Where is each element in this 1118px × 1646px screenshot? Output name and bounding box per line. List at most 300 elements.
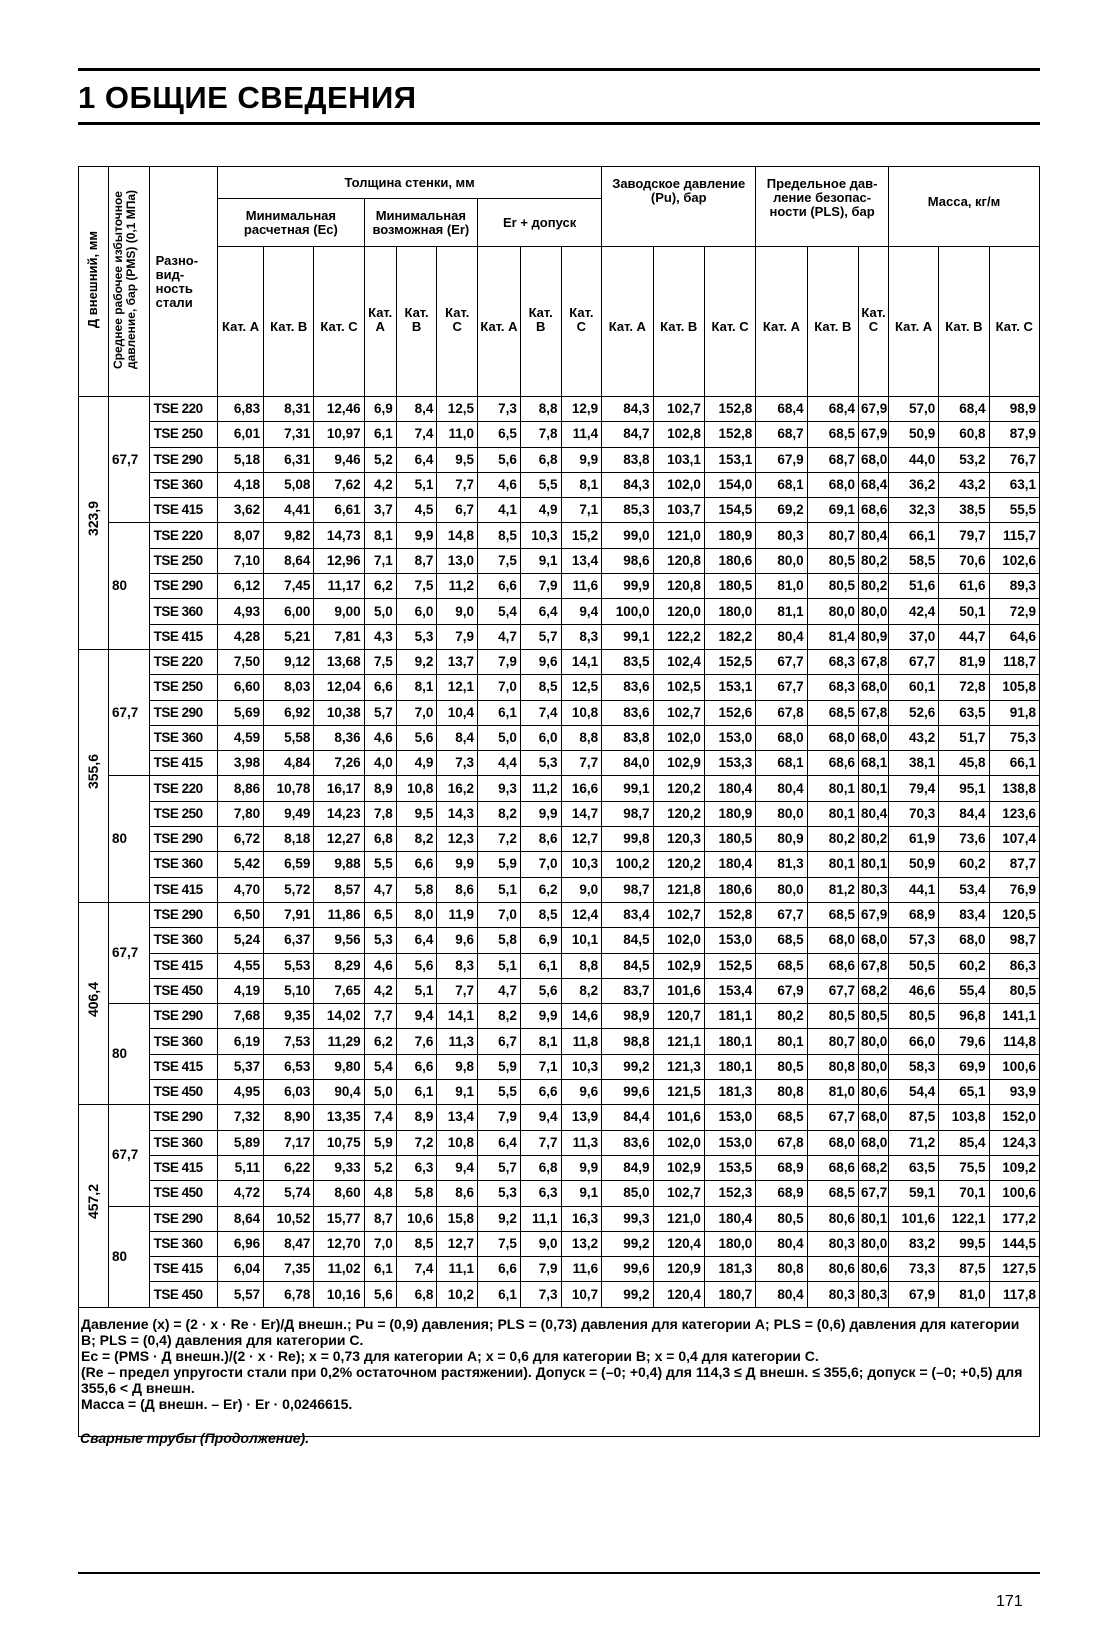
- value-cell: 8,8: [561, 953, 602, 978]
- value-cell: 68,5: [807, 902, 858, 927]
- value-cell: 83,6: [602, 1130, 653, 1155]
- value-cell: 63,5: [939, 700, 989, 725]
- table-row: [79, 1206, 1040, 1231]
- value-cell: 8,7: [396, 548, 437, 573]
- value-cell: 83,6: [602, 700, 653, 725]
- value-cell: 67,7: [756, 649, 807, 674]
- value-cell: 6,8: [396, 1282, 437, 1307]
- steel-grade-cell: TSE 290: [149, 574, 217, 599]
- value-cell: 68,0: [807, 928, 858, 953]
- value-cell: 6,8: [520, 1155, 561, 1180]
- value-cell: 100,6: [989, 1181, 1039, 1206]
- value-cell: 6,83: [218, 397, 264, 422]
- table-row: [79, 523, 1040, 548]
- value-cell: 9,0: [520, 1231, 561, 1256]
- value-cell: 114,8: [989, 1029, 1039, 1054]
- value-cell: 4,0: [364, 751, 396, 776]
- category-header: Кат. В: [396, 247, 437, 397]
- value-cell: 109,2: [989, 1155, 1039, 1180]
- value-cell: 100,2: [602, 852, 653, 877]
- value-cell: 67,8: [756, 700, 807, 725]
- value-cell: 8,07: [218, 523, 264, 548]
- value-cell: 67,7: [888, 649, 938, 674]
- value-cell: 7,9: [478, 1105, 521, 1130]
- value-cell: 98,8: [602, 1029, 653, 1054]
- value-cell: 8,6: [437, 877, 478, 902]
- value-cell: 85,4: [939, 1130, 989, 1155]
- table-row: [79, 675, 1040, 700]
- value-cell: 80,9: [859, 624, 889, 649]
- value-cell: 7,9: [520, 1257, 561, 1282]
- value-cell: 7,9: [478, 649, 521, 674]
- value-cell: 75,5: [939, 1155, 989, 1180]
- value-cell: 80,7: [807, 1029, 858, 1054]
- value-cell: 8,90: [264, 1105, 314, 1130]
- value-cell: 36,2: [888, 472, 938, 497]
- value-cell: 7,9: [520, 574, 561, 599]
- table-row: [79, 1181, 1040, 1206]
- value-cell: 99,1: [602, 776, 653, 801]
- value-cell: 99,0: [602, 523, 653, 548]
- value-cell: 154,0: [704, 472, 755, 497]
- value-cell: 7,10: [218, 548, 264, 573]
- pls-header: Предельное дав-ление безопас-ности (PLS), бар: [756, 167, 889, 247]
- value-cell: 10,2: [437, 1282, 478, 1307]
- value-cell: 10,52: [264, 1206, 314, 1231]
- steel-grade-cell: TSE 360: [149, 1231, 217, 1256]
- value-cell: 80,6: [807, 1257, 858, 1282]
- value-cell: 80,6: [807, 1206, 858, 1231]
- steel-grade-cell: TSE 450: [149, 1282, 217, 1307]
- value-cell: 7,2: [478, 827, 521, 852]
- steel-grade-cell: TSE 360: [149, 725, 217, 750]
- title-underline: [78, 122, 1040, 125]
- value-cell: 55,4: [939, 978, 989, 1003]
- value-cell: 5,3: [364, 928, 396, 953]
- value-cell: 80,0: [756, 877, 807, 902]
- table-row: [79, 422, 1040, 447]
- value-cell: 80,0: [756, 548, 807, 573]
- value-cell: 6,7: [437, 498, 478, 523]
- value-cell: 13,0: [437, 548, 478, 573]
- value-cell: 6,96: [218, 1231, 264, 1256]
- category-header: Кат. В: [807, 247, 858, 397]
- value-cell: 68,0: [807, 472, 858, 497]
- value-cell: 6,37: [264, 928, 314, 953]
- table-row: [79, 649, 1040, 674]
- value-cell: 46,6: [888, 978, 938, 1003]
- value-cell: 5,9: [478, 1054, 521, 1079]
- value-cell: 66,1: [888, 523, 938, 548]
- value-cell: 6,72: [218, 827, 264, 852]
- value-cell: 16,17: [314, 776, 364, 801]
- value-cell: 8,1: [520, 1029, 561, 1054]
- value-cell: 6,3: [396, 1155, 437, 1180]
- value-cell: 8,4: [437, 725, 478, 750]
- steel-grade-cell: TSE 250: [149, 675, 217, 700]
- value-cell: 67,8: [859, 649, 889, 674]
- value-cell: 153,4: [704, 978, 755, 1003]
- value-cell: 9,1: [520, 548, 561, 573]
- value-cell: 65,1: [939, 1080, 989, 1105]
- value-cell: 5,2: [364, 1155, 396, 1180]
- value-cell: 87,5: [939, 1257, 989, 1282]
- value-cell: 15,2: [561, 523, 602, 548]
- value-cell: 68,5: [807, 422, 858, 447]
- value-cell: 7,4: [364, 1105, 396, 1130]
- value-cell: 98,9: [989, 397, 1039, 422]
- table-row: [79, 827, 1040, 852]
- value-cell: 99,6: [602, 1080, 653, 1105]
- value-cell: 6,5: [478, 422, 521, 447]
- value-cell: 72,8: [939, 675, 989, 700]
- steel-grade-cell: TSE 360: [149, 1029, 217, 1054]
- value-cell: 68,7: [756, 422, 807, 447]
- category-header: Кат. А: [756, 247, 807, 397]
- value-cell: 59,1: [888, 1181, 938, 1206]
- value-cell: 67,9: [859, 397, 889, 422]
- value-cell: 60,8: [939, 422, 989, 447]
- value-cell: 154,5: [704, 498, 755, 523]
- value-cell: 99,8: [602, 827, 653, 852]
- value-cell: 7,7: [437, 978, 478, 1003]
- value-cell: 44,7: [939, 624, 989, 649]
- steel-grade-cell: TSE 360: [149, 1130, 217, 1155]
- value-cell: 102,9: [653, 1155, 704, 1180]
- value-cell: 6,1: [520, 953, 561, 978]
- value-cell: 153,5: [704, 1155, 755, 1180]
- d-outer-cell: 406,4: [79, 902, 109, 1104]
- table-row: [79, 1155, 1040, 1180]
- steel-grade-cell: TSE 290: [149, 902, 217, 927]
- value-cell: 9,12: [264, 649, 314, 674]
- value-cell: 83,2: [888, 1231, 938, 1256]
- value-cell: 84,5: [602, 928, 653, 953]
- value-cell: 68,0: [807, 725, 858, 750]
- value-cell: 80,4: [756, 624, 807, 649]
- value-cell: 81,2: [807, 877, 858, 902]
- value-cell: 79,4: [888, 776, 938, 801]
- value-cell: 7,0: [364, 1231, 396, 1256]
- value-cell: 98,7: [602, 801, 653, 826]
- value-cell: 8,86: [218, 776, 264, 801]
- value-cell: 5,4: [478, 599, 521, 624]
- value-cell: 79,7: [939, 523, 989, 548]
- value-cell: 102,7: [653, 902, 704, 927]
- value-cell: 68,6: [859, 498, 889, 523]
- value-cell: 80,5: [807, 1004, 858, 1029]
- value-cell: 6,2: [364, 1029, 396, 1054]
- value-cell: 7,5: [396, 574, 437, 599]
- value-cell: 60,1: [888, 675, 938, 700]
- value-cell: 10,75: [314, 1130, 364, 1155]
- value-cell: 15,8: [437, 1206, 478, 1231]
- value-cell: 8,31: [264, 397, 314, 422]
- value-cell: 5,58: [264, 725, 314, 750]
- table-row: [79, 447, 1040, 472]
- value-cell: 6,2: [364, 574, 396, 599]
- category-header: Кат. А: [888, 247, 938, 397]
- steel-grade-cell: TSE 290: [149, 1004, 217, 1029]
- value-cell: 68,2: [859, 978, 889, 1003]
- value-cell: 9,3: [478, 776, 521, 801]
- value-cell: 8,36: [314, 725, 364, 750]
- value-cell: 67,7: [756, 902, 807, 927]
- value-cell: 120,0: [653, 599, 704, 624]
- steel-grade-cell: TSE 415: [149, 498, 217, 523]
- value-cell: 120,8: [653, 574, 704, 599]
- value-cell: 80,3: [756, 523, 807, 548]
- value-cell: 66,0: [888, 1029, 938, 1054]
- value-cell: 9,6: [520, 649, 561, 674]
- value-cell: 7,3: [437, 751, 478, 776]
- pressure-cell: 67,7: [108, 649, 149, 775]
- value-cell: 180,9: [704, 801, 755, 826]
- value-cell: 5,3: [478, 1181, 521, 1206]
- value-cell: 84,3: [602, 472, 653, 497]
- value-cell: 8,7: [364, 1206, 396, 1231]
- table-row: [79, 1231, 1040, 1256]
- value-cell: 67,9: [859, 902, 889, 927]
- category-header: Кат. С: [561, 247, 602, 397]
- value-cell: 8,47: [264, 1231, 314, 1256]
- value-cell: 58,3: [888, 1054, 938, 1079]
- pipe-table-body: [79, 397, 1040, 1308]
- value-cell: 13,35: [314, 1105, 364, 1130]
- value-cell: 68,0: [859, 675, 889, 700]
- value-cell: 67,7: [859, 1181, 889, 1206]
- value-cell: 80,4: [859, 523, 889, 548]
- value-cell: 10,3: [520, 523, 561, 548]
- value-cell: 70,3: [888, 801, 938, 826]
- value-cell: 5,6: [478, 447, 521, 472]
- value-cell: 121,0: [653, 1206, 704, 1231]
- value-cell: 80,1: [807, 801, 858, 826]
- value-cell: 121,5: [653, 1080, 704, 1105]
- value-cell: 8,9: [396, 1105, 437, 1130]
- value-cell: 63,1: [989, 472, 1039, 497]
- pipe-table: [78, 166, 1040, 1308]
- value-cell: 6,6: [520, 1080, 561, 1105]
- value-cell: 80,8: [756, 1080, 807, 1105]
- value-cell: 80,2: [756, 1004, 807, 1029]
- value-cell: 7,1: [520, 1054, 561, 1079]
- value-cell: 81,0: [807, 1080, 858, 1105]
- table-row: [79, 776, 1040, 801]
- table-row: [79, 548, 1040, 573]
- value-cell: 14,8: [437, 523, 478, 548]
- value-cell: 120,4: [653, 1231, 704, 1256]
- category-header: Кат. В: [653, 247, 704, 397]
- value-cell: 8,9: [364, 776, 396, 801]
- value-cell: 8,5: [396, 1231, 437, 1256]
- table-row: [79, 1004, 1040, 1029]
- value-cell: 121,8: [653, 877, 704, 902]
- value-cell: 67,9: [756, 978, 807, 1003]
- value-cell: 81,0: [939, 1282, 989, 1307]
- value-cell: 10,38: [314, 700, 364, 725]
- value-cell: 5,6: [520, 978, 561, 1003]
- value-cell: 58,5: [888, 548, 938, 573]
- value-cell: 80,7: [807, 523, 858, 548]
- value-cell: 73,3: [888, 1257, 938, 1282]
- value-cell: 7,7: [364, 1004, 396, 1029]
- value-cell: 8,64: [264, 548, 314, 573]
- value-cell: 50,9: [888, 852, 938, 877]
- value-cell: 5,1: [396, 472, 437, 497]
- steel-grade-cell: TSE 360: [149, 472, 217, 497]
- value-cell: 13,9: [561, 1105, 602, 1130]
- value-cell: 13,7: [437, 649, 478, 674]
- value-cell: 100,6: [989, 1054, 1039, 1079]
- value-cell: 5,9: [478, 852, 521, 877]
- value-cell: 91,8: [989, 700, 1039, 725]
- value-cell: 9,35: [264, 1004, 314, 1029]
- value-cell: 7,0: [478, 675, 521, 700]
- value-cell: 8,6: [437, 1181, 478, 1206]
- table-row: [79, 725, 1040, 750]
- table-row: [79, 1080, 1040, 1105]
- value-cell: 9,6: [437, 928, 478, 953]
- value-cell: 7,4: [396, 422, 437, 447]
- value-cell: 7,32: [218, 1105, 264, 1130]
- value-cell: 80,0: [859, 1054, 889, 1079]
- value-cell: 16,6: [561, 776, 602, 801]
- value-cell: 5,57: [218, 1282, 264, 1307]
- steel-grade-cell: TSE 220: [149, 649, 217, 674]
- value-cell: 80,2: [859, 827, 889, 852]
- value-cell: 45,8: [939, 751, 989, 776]
- value-cell: 80,5: [859, 1004, 889, 1029]
- value-cell: 60,2: [939, 953, 989, 978]
- value-cell: 76,9: [989, 877, 1039, 902]
- value-cell: 8,2: [561, 978, 602, 1003]
- value-cell: 9,82: [264, 523, 314, 548]
- pu-header: Заводское давление (Pu), бар: [602, 167, 756, 247]
- value-cell: 6,4: [520, 599, 561, 624]
- pressure-cell: 80: [108, 523, 149, 649]
- value-cell: 9,56: [314, 928, 364, 953]
- category-header: Кат. А: [364, 247, 396, 397]
- value-cell: 68,5: [756, 928, 807, 953]
- value-cell: 80,3: [859, 1282, 889, 1307]
- value-cell: 99,2: [602, 1054, 653, 1079]
- value-cell: 102,0: [653, 1130, 704, 1155]
- value-cell: 81,9: [939, 649, 989, 674]
- value-cell: 5,08: [264, 472, 314, 497]
- value-cell: 4,9: [396, 751, 437, 776]
- value-cell: 38,5: [939, 498, 989, 523]
- value-cell: 5,6: [364, 1282, 396, 1307]
- value-cell: 6,6: [478, 574, 521, 599]
- value-cell: 68,1: [756, 472, 807, 497]
- value-cell: 102,5: [653, 675, 704, 700]
- note-line: Ec = (PMS · Д внешн.)/(2 · x · Re); x = 0,73 для категории А; x = 0,6 для категории В; x = 0,4 для категории С.: [81, 1347, 819, 1364]
- value-cell: 6,7: [478, 1029, 521, 1054]
- value-cell: 7,26: [314, 751, 364, 776]
- value-cell: 4,9: [520, 498, 561, 523]
- value-cell: 102,0: [653, 472, 704, 497]
- value-cell: 9,46: [314, 447, 364, 472]
- steel-grade-cell: TSE 360: [149, 852, 217, 877]
- value-cell: 7,81: [314, 624, 364, 649]
- value-cell: 68,0: [756, 725, 807, 750]
- value-cell: 8,8: [520, 397, 561, 422]
- value-cell: 12,7: [561, 827, 602, 852]
- value-cell: 68,9: [756, 1181, 807, 1206]
- value-cell: 7,7: [437, 472, 478, 497]
- value-cell: 68,1: [756, 751, 807, 776]
- value-cell: 5,1: [396, 978, 437, 1003]
- value-cell: 70,1: [939, 1181, 989, 1206]
- value-cell: 121,0: [653, 523, 704, 548]
- value-cell: 4,59: [218, 725, 264, 750]
- value-cell: 5,24: [218, 928, 264, 953]
- value-cell: 80,0: [859, 599, 889, 624]
- value-cell: 12,4: [561, 902, 602, 927]
- value-cell: 12,9: [561, 397, 602, 422]
- value-cell: 80,6: [859, 1080, 889, 1105]
- value-cell: 68,0: [807, 1130, 858, 1155]
- value-cell: 7,8: [520, 422, 561, 447]
- value-cell: 68,6: [807, 1155, 858, 1180]
- value-cell: 9,1: [437, 1080, 478, 1105]
- value-cell: 99,9: [602, 574, 653, 599]
- value-cell: 4,70: [218, 877, 264, 902]
- value-cell: 83,4: [602, 902, 653, 927]
- value-cell: 16,3: [561, 1206, 602, 1231]
- steel-grade-cell: TSE 290: [149, 1206, 217, 1231]
- value-cell: 68,4: [859, 472, 889, 497]
- value-cell: 121,3: [653, 1054, 704, 1079]
- value-cell: 80,4: [859, 801, 889, 826]
- value-cell: 4,7: [478, 978, 521, 1003]
- value-cell: 5,2: [364, 447, 396, 472]
- value-cell: 6,6: [478, 1257, 521, 1282]
- value-cell: 8,6: [520, 827, 561, 852]
- value-cell: 44,1: [888, 877, 938, 902]
- value-cell: 7,9: [437, 624, 478, 649]
- value-cell: 7,4: [396, 1257, 437, 1282]
- value-cell: 68,2: [859, 1155, 889, 1180]
- value-cell: 83,8: [602, 447, 653, 472]
- value-cell: 9,9: [396, 523, 437, 548]
- value-cell: 81,1: [756, 599, 807, 624]
- value-cell: 68,0: [859, 928, 889, 953]
- value-cell: 68,5: [756, 953, 807, 978]
- value-cell: 80,4: [756, 1282, 807, 1307]
- value-cell: 9,4: [396, 1004, 437, 1029]
- value-cell: 50,9: [888, 422, 938, 447]
- value-cell: 8,4: [396, 397, 437, 422]
- value-cell: 84,4: [939, 801, 989, 826]
- value-cell: 152,5: [704, 953, 755, 978]
- value-cell: 6,5: [364, 902, 396, 927]
- value-cell: 55,5: [989, 498, 1039, 523]
- value-cell: 11,17: [314, 574, 364, 599]
- value-cell: 80,8: [807, 1054, 858, 1079]
- value-cell: 141,1: [989, 1004, 1039, 1029]
- value-cell: 180,0: [704, 1231, 755, 1256]
- value-cell: 43,2: [939, 472, 989, 497]
- value-cell: 80,2: [807, 827, 858, 852]
- value-cell: 10,8: [396, 776, 437, 801]
- value-cell: 5,5: [520, 472, 561, 497]
- pressure-cell: 67,7: [108, 1105, 149, 1206]
- value-cell: 5,89: [218, 1130, 264, 1155]
- table-row: [79, 928, 1040, 953]
- value-cell: 80,1: [807, 776, 858, 801]
